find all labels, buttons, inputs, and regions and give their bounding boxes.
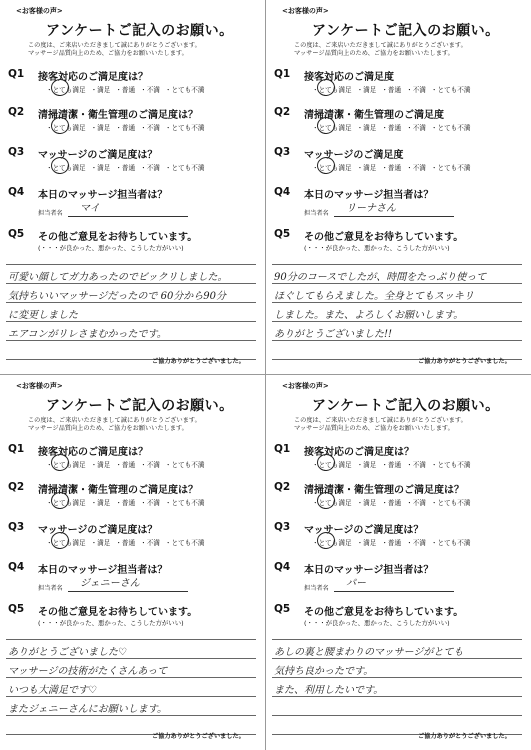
staff-name-field[interactable] (304, 578, 366, 592)
staff-name-handwritten: リーナさん (346, 203, 396, 214)
question-number: Q5 (274, 603, 291, 615)
comment-line: 気持ち良かったです。 (274, 666, 374, 677)
question-number: Q1 (8, 68, 25, 80)
rating-options (46, 459, 204, 469)
rating-option[interactable]: ・普通 (115, 539, 136, 547)
question-number: Q4 (8, 186, 25, 198)
staff-label: 担当者名 (38, 585, 63, 592)
comment-rule (272, 677, 522, 678)
comment-rule (272, 639, 522, 640)
rating-option[interactable]: ・とても不満 (430, 499, 471, 507)
customer-voice-tag: <お客様の声> (282, 382, 329, 390)
question-text: その他ご意見をお待ちしています。 (304, 232, 464, 243)
q5-subtext: (・・・が良かった、悪かった、こうした方がいい) (38, 619, 184, 627)
comment-rule (272, 340, 522, 341)
rating-option[interactable]: ・満足 (90, 124, 111, 132)
question-text: その他ご意見をお待ちしています。 (38, 607, 198, 618)
rating-option[interactable]: ・とても不満 (430, 461, 471, 469)
rating-option[interactable]: ・とても不満 (430, 86, 471, 94)
intro-line-2: マッサージ品質向上のため、ご協力をお願いいたします。 (294, 50, 454, 57)
rating-option[interactable]: ・普通 (115, 164, 136, 172)
question-number: Q5 (274, 228, 291, 240)
rating-option[interactable]: ・満足 (90, 539, 111, 547)
question-text: 接客対応のご満足度は？ (38, 447, 148, 458)
rating-option[interactable]: ・満足 (90, 461, 111, 469)
staff-underline (334, 216, 454, 217)
comment-rule (272, 658, 522, 659)
rating-options (46, 537, 204, 547)
customer-voice-tag: <お客様の声> (16, 382, 63, 390)
rating-option[interactable]: ・とても満足 (46, 124, 86, 132)
comment-rule (272, 264, 522, 265)
comment-line: また、利用したいです。 (274, 685, 384, 696)
intro-line-1: この度は、ご来店いただきまして誠にありがとうございます。 (294, 42, 467, 49)
staff-name-field[interactable] (38, 578, 140, 592)
question-number: Q5 (8, 228, 25, 240)
staff-name-field[interactable] (304, 203, 396, 217)
question-number: Q2 (274, 106, 291, 118)
intro-line-1: この度は、ご来店いただきまして誠にありがとうございます。 (294, 417, 467, 424)
survey-card-2 (268, 2, 526, 374)
rating-option[interactable]: ・とても不満 (164, 461, 205, 469)
thanks-note: ご協力ありがとうございました。 (418, 733, 511, 740)
survey-title: アンケートご記入のお願い。 (312, 398, 500, 414)
survey-card-4 (268, 377, 526, 749)
intro-line-1: この度は、ご来店いただきまして誠にありがとうございます。 (28, 42, 201, 49)
rating-option[interactable]: ・とても不満 (164, 86, 205, 94)
rating-options (312, 84, 470, 94)
customer-voice-tag: <お客様の声> (16, 7, 63, 15)
rating-option[interactable]: ・とても不満 (164, 124, 205, 132)
rating-option[interactable]: ・とても満足 (46, 461, 86, 469)
q5-subtext: (・・・が良かった、悪かった、こうした方がいい) (304, 244, 450, 252)
comment-line: ありがとうございました♡ (8, 647, 127, 658)
question-number: Q4 (8, 561, 25, 573)
customer-voice-tag: <お客様の声> (282, 7, 329, 15)
rating-option[interactable]: ・普通 (115, 499, 136, 507)
rating-option[interactable]: ・とても満足 (46, 164, 86, 172)
question-text: 清掃清潔・衛生管理のご満足度 (304, 110, 444, 121)
rating-option[interactable]: ・とても不満 (430, 164, 471, 172)
comment-line: 気持ちいいマッサージだったので 60分から90分 (8, 291, 227, 302)
survey-intro (294, 42, 467, 58)
thanks-note: ご協力ありがとうございました。 (152, 358, 245, 365)
rating-option[interactable]: ・普通 (115, 461, 136, 469)
question-number: Q2 (8, 106, 25, 118)
rating-option[interactable]: ・とても不満 (430, 539, 471, 547)
survey-title: アンケートご記入のお願い。 (46, 398, 234, 414)
rating-option[interactable]: ・満足 (90, 499, 111, 507)
survey-intro (28, 42, 201, 58)
question-number: Q2 (274, 481, 291, 493)
question-number: Q2 (8, 481, 25, 493)
comment-rule (6, 639, 256, 640)
rating-options (312, 122, 470, 132)
question-number: Q3 (274, 521, 291, 533)
survey-card-3 (2, 377, 260, 749)
question-number: Q5 (8, 603, 25, 615)
comment-line: 可愛い顔してガ力あったのでビックリしました。 (8, 272, 228, 283)
rating-option[interactable]: ・普通 (381, 461, 402, 469)
vertical-divider (265, 0, 266, 750)
staff-name-handwritten: マイ (80, 203, 100, 214)
comment-rule (6, 264, 256, 265)
rating-option[interactable]: ・満足 (356, 86, 377, 94)
rating-option[interactable]: ・とても満足 (312, 499, 352, 507)
intro-line-2: マッサージ品質向上のため、ご協力をお願いいたします。 (28, 425, 188, 432)
rating-option[interactable]: ・とても満足 (46, 499, 86, 507)
comment-line: エアコンがリレさまむかったです。 (8, 329, 167, 340)
thanks-note: ご協力ありがとうございました。 (152, 733, 245, 740)
rating-option[interactable]: ・とても不満 (430, 124, 471, 132)
rating-option[interactable]: ・とても満足 (46, 86, 86, 94)
rating-option[interactable]: ・普通 (381, 164, 402, 172)
intro-line-2: マッサージ品質向上のため、ご協力をお願いいたします。 (28, 50, 188, 57)
question-text: 本日のマッサージ担当者は？ (304, 190, 434, 201)
question-text: 本日のマッサージ担当者は？ (304, 565, 434, 576)
rating-option[interactable]: ・不満 (140, 539, 160, 547)
rating-option[interactable]: ・とても不満 (164, 164, 205, 172)
comment-line: しました。また、よろしくお願いします。 (274, 310, 464, 321)
rating-options (46, 162, 204, 172)
survey-intro (28, 417, 201, 433)
rating-option[interactable]: ・不満 (140, 461, 160, 469)
rating-option[interactable]: ・不満 (140, 124, 160, 132)
comment-rule (272, 696, 522, 697)
question-text: 清掃清潔・衛生管理のご満足度は？ (304, 485, 464, 496)
question-text: マッサージのご満足度は？ (38, 150, 158, 161)
rating-option[interactable]: ・とても満足 (312, 461, 352, 469)
rating-options (46, 84, 204, 94)
staff-name-handwritten: パー (346, 578, 366, 589)
question-text: マッサージのご満足度は？ (304, 525, 424, 536)
comment-line: ありがとうございました!! (274, 329, 393, 340)
question-number: Q4 (274, 186, 291, 198)
rating-option[interactable]: ・不満 (140, 164, 160, 172)
question-text: 本日のマッサージ担当者は？ (38, 565, 168, 576)
rating-option[interactable]: ・満足 (356, 539, 377, 547)
staff-underline (68, 216, 188, 217)
survey-intro (294, 417, 467, 433)
rating-option[interactable]: ・とても満足 (312, 86, 352, 94)
rating-option[interactable]: ・不満 (406, 461, 426, 469)
comment-rule (6, 321, 256, 322)
thanks-note: ご協力ありがとうございました。 (418, 358, 511, 365)
question-number: Q3 (274, 146, 291, 158)
rating-option[interactable]: ・普通 (115, 86, 136, 94)
question-number: Q3 (8, 521, 25, 533)
rating-options (312, 537, 470, 547)
staff-name-handwritten: ジェニーさん (80, 578, 140, 589)
rating-option[interactable]: ・とても満足 (312, 539, 352, 547)
comment-rule (6, 658, 256, 659)
comment-rule (6, 677, 256, 678)
question-number: Q4 (274, 561, 291, 573)
survey-title: アンケートご記入のお願い。 (46, 23, 234, 39)
question-text: 接客対応のご満足度は？ (38, 72, 148, 83)
question-text: 接客対応のご満足度 (304, 72, 394, 83)
horizontal-divider (0, 374, 531, 375)
staff-label: 担当者名 (304, 585, 329, 592)
rating-option[interactable]: ・満足 (356, 461, 377, 469)
q5-subtext: (・・・が良かった、悪かった、こうした方がいい) (304, 619, 450, 627)
comment-line: いつも大満足です♡ (8, 685, 97, 696)
q5-subtext: (・・・が良かった、悪かった、こうした方がいい) (38, 244, 184, 252)
question-text: 接客対応のご満足度は？ (304, 447, 414, 458)
rating-option[interactable]: ・不満 (140, 86, 160, 94)
question-text: その他ご意見をお待ちしています。 (38, 232, 198, 243)
rating-option[interactable]: ・普通 (381, 499, 402, 507)
comment-line: またジェニーさんにお願いします。 (8, 704, 167, 715)
comment-rule (6, 696, 256, 697)
rating-option[interactable]: ・とても満足 (46, 539, 86, 547)
comment-line: あしの裏と腰まわりのマッサージがとても (274, 647, 464, 658)
question-number: Q1 (8, 443, 25, 455)
question-text: 清掃清潔・衛生管理のご満足度は？ (38, 110, 198, 121)
intro-line-2: マッサージ品質向上のため、ご協力をお願いいたします。 (294, 425, 454, 432)
comment-rule (272, 283, 522, 284)
staff-label: 担当者名 (304, 210, 329, 217)
survey-title: アンケートご記入のお願い。 (312, 23, 500, 39)
question-text: 清掃清潔・衛生管理のご満足度は？ (38, 485, 198, 496)
rating-options (46, 122, 204, 132)
rating-option[interactable]: ・不満 (406, 539, 426, 547)
question-text: その他ご意見をお待ちしています。 (304, 607, 464, 618)
staff-underline (334, 591, 454, 592)
question-number: Q1 (274, 68, 291, 80)
rating-option[interactable]: ・満足 (356, 164, 377, 172)
rating-option[interactable]: ・普通 (381, 539, 402, 547)
rating-option[interactable]: ・満足 (90, 86, 111, 94)
rating-option[interactable]: ・普通 (381, 86, 402, 94)
staff-underline (68, 591, 188, 592)
rating-options (312, 497, 470, 507)
intro-line-1: この度は、ご来店いただきまして誠にありがとうございます。 (28, 417, 201, 424)
rating-option[interactable]: ・不満 (406, 499, 426, 507)
comment-rule (272, 302, 522, 303)
rating-options (312, 459, 470, 469)
comment-line: に変更しました (8, 310, 78, 321)
staff-label: 担当者名 (38, 210, 63, 217)
comment-rule (272, 321, 522, 322)
rating-option[interactable]: ・満足 (90, 164, 111, 172)
question-number: Q3 (8, 146, 25, 158)
question-number: Q1 (274, 443, 291, 455)
rating-option[interactable]: ・満足 (356, 499, 377, 507)
comment-rule (272, 715, 522, 716)
question-text: 本日のマッサージ担当者は？ (38, 190, 168, 201)
rating-option[interactable]: ・不満 (406, 124, 426, 132)
comment-line: 90分のコースでしたが、時間をたっぷり使って (274, 272, 487, 283)
question-text: マッサージのご満足度 (304, 150, 404, 161)
survey-card-1 (2, 2, 260, 374)
comment-rule (6, 302, 256, 303)
comment-line: マッサージの技術がたくさんあって (8, 666, 168, 677)
comment-line: ほぐしてもらえました。全身とてもスッキリ (274, 291, 474, 302)
rating-option[interactable]: ・とても不満 (164, 539, 205, 547)
rating-option[interactable]: ・とても不満 (164, 499, 205, 507)
comment-rule (6, 340, 256, 341)
rating-option[interactable]: ・とても満足 (312, 164, 352, 172)
question-text: マッサージのご満足度は？ (38, 525, 158, 536)
staff-name-field[interactable] (38, 203, 100, 217)
rating-option[interactable]: ・とても満足 (312, 124, 352, 132)
rating-option[interactable]: ・不満 (406, 86, 426, 94)
rating-option[interactable]: ・満足 (356, 124, 377, 132)
rating-option[interactable]: ・不満 (140, 499, 160, 507)
comment-rule (6, 715, 256, 716)
comment-rule (6, 283, 256, 284)
rating-option[interactable]: ・普通 (381, 124, 402, 132)
rating-option[interactable]: ・不満 (406, 164, 426, 172)
rating-option[interactable]: ・普通 (115, 124, 136, 132)
rating-options (46, 497, 204, 507)
rating-options (312, 162, 470, 172)
